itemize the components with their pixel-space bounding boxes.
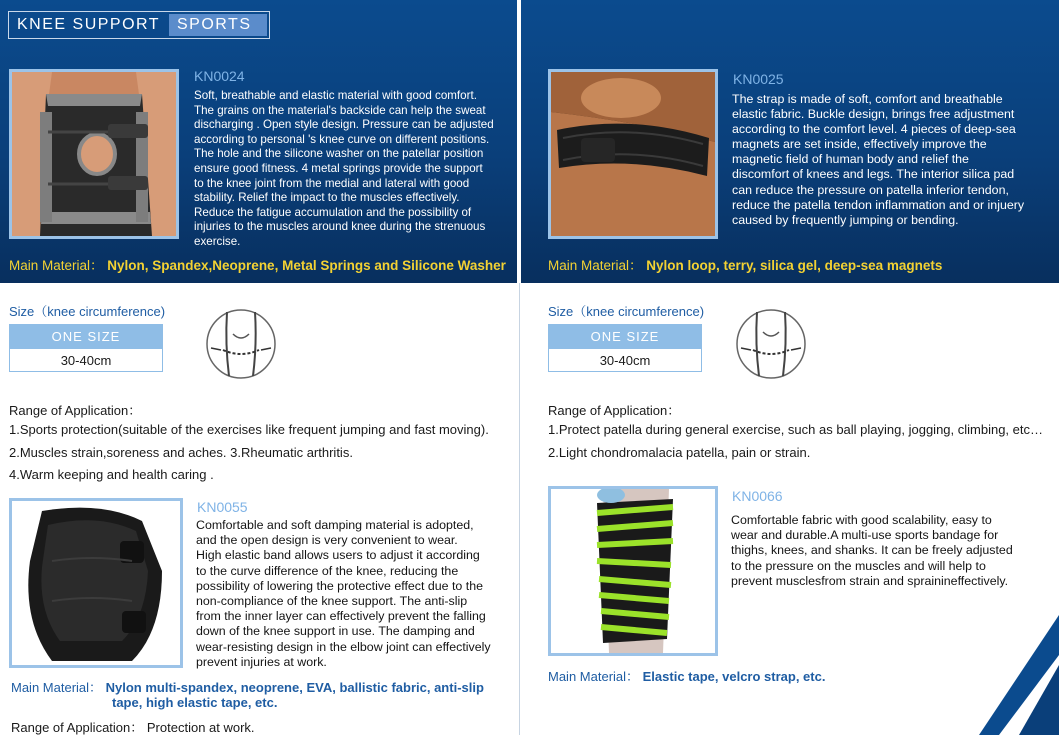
desc-line: according to the comfort level. 4 pieces of deep-sea: [732, 122, 1016, 137]
kn0066-material: [548, 669, 825, 684]
kn0024-material: [9, 254, 506, 274]
material-value: Nylon, Spandex,Neoprene, Metal Springs and Silicone Washer: [103, 258, 506, 273]
kn0055-code: KN0055: [197, 499, 248, 515]
desc-line: injuries to the muscles around knee during the strenuous: [194, 220, 486, 234]
desc-line: wear and durable.A multi-use sports bandage for: [731, 528, 999, 543]
range-value: Protection at work.: [146, 720, 255, 735]
kn0024-size-value: 30-40cm: [9, 348, 163, 372]
desc-line: to the pressure on the muscles and will help to: [731, 558, 986, 573]
kn0024-size-header: ONE SIZE: [9, 324, 163, 348]
kn0066-description: [731, 513, 1051, 589]
desc-line: Soft, breathable and elastic material with good comfort.: [194, 89, 477, 102]
kn0025-range-line: 1.Protect patella during general exercise, such as ball playing, jogging, climbing, etc…: [548, 422, 1043, 437]
desc-line: Comfortable fabric with good scalability, easy to: [731, 513, 992, 527]
kn0024-size-label: Size（knee circumference): [9, 304, 166, 319]
desc-line: discomfort of knees and legs. The interior silica pad: [732, 167, 1015, 182]
kn0025-photo: [548, 69, 718, 239]
kn0024-range-line: 4.Warm keeping and health caring .: [9, 467, 214, 482]
desc-line: to the knee joint from the medial and lateral with good: [194, 176, 470, 190]
desc-line: discharging . Open style design. Pressure can be adjusted: [194, 118, 494, 132]
desc-line: The hole and the silicone washer on the patellar position: [194, 147, 484, 161]
kn0066-photo: [548, 486, 718, 656]
desc-line: reduce the patella tendon inflammation and or injuery: [732, 197, 1025, 212]
kn0025-range-title: Range of Application：: [548, 403, 681, 418]
desc-line: caused by frequently jumping or bending.: [732, 212, 959, 227]
desc-line: possibility of lowering the protective effect due to the: [196, 578, 483, 593]
desc-line: can reduce the pressure on patella inferior tendon,: [732, 182, 1009, 197]
kn0055-photo: [9, 498, 183, 668]
kn0055-material: [11, 680, 511, 710]
desc-line: down of the knee support in use. The damping and: [196, 624, 475, 639]
desc-line: stability. Relief the impact to the muscles effectively.: [194, 191, 460, 205]
kn0066-code: KN0066: [732, 488, 783, 504]
desc-line: Comfortable and soft damping material is adopted,: [196, 518, 474, 532]
desc-line: and the open design is very convenient to wear.: [196, 533, 458, 548]
desc-line: High elastic band allows users to adjust it according: [196, 548, 480, 563]
desc-line: magnets are set inside, effectively improve the: [732, 137, 987, 152]
column-divider-line: [519, 283, 520, 735]
desc-line: from the inner layer can effectively prevent the falling: [196, 609, 486, 624]
desc-line: ensure good fitness. 4 metal springs provide the support: [194, 161, 483, 175]
kn0025-material: [548, 254, 942, 274]
desc-line: exercise.: [194, 234, 241, 248]
knee-pad-image: [12, 501, 180, 665]
material-label: Main Material：: [548, 258, 643, 273]
subcategory-label: SPORTS: [169, 14, 267, 36]
kn0024-code: KN0024: [194, 68, 245, 84]
kn0024-range-line: 1.Sports protection(suitable of the exercises like frequent jumping and fast moving).: [9, 422, 489, 437]
patella-strap-image: [551, 72, 715, 236]
desc-line: prevent injuries at work.: [196, 654, 327, 669]
category-label: KNEE SUPPORT: [17, 16, 161, 33]
material-label: Main Material：: [11, 680, 106, 695]
desc-line: The strap is made of soft, comfort and breathable: [732, 92, 1003, 106]
kn0024-photo: [9, 69, 179, 239]
desc-line: The grains on the material's backside can help the sweat: [194, 103, 486, 117]
knee-circumference-icon: [205, 308, 277, 380]
kn0025-code: KN0025: [733, 71, 784, 87]
knee-wrap-image: [551, 489, 715, 653]
material-value: Elastic tape, velcro strap, etc.: [642, 669, 826, 684]
knee-circumference-icon: [735, 308, 807, 380]
desc-line: magnetic field of human body and relief the: [732, 152, 969, 167]
desc-line: elastic fabric. Buckle design, brings free adjustment: [732, 107, 1015, 122]
category-tag: [8, 11, 270, 39]
kn0024-description: [194, 89, 514, 250]
desc-line: wear-resisting design in the elbow joint can effectively: [196, 639, 491, 654]
desc-line: to the curve difference of the knee, reducing the: [196, 563, 459, 578]
desc-line: thighs, knees, and shanks. It can be freely adjusted: [731, 543, 1013, 558]
material-value: Nylon loop, terry, silica gel, deep-sea magnets: [642, 258, 943, 273]
kn0055-description: [196, 518, 516, 670]
knee-sleeve-image: [12, 72, 176, 236]
desc-line: prevent musclesfrom strain and sprainineffectively.: [731, 573, 1009, 588]
desc-line: according to personal 's knee curve on different positions.: [194, 132, 490, 146]
kn0055-range: [11, 717, 255, 735]
desc-line: Reduce the fatigue accumulation and the possibility of: [194, 205, 472, 219]
material-value-cont: tape, high elastic tape, etc.: [112, 695, 278, 710]
range-title: Range of Application：: [11, 720, 144, 735]
kn0025-size-label: Size（knee circumference): [548, 304, 705, 319]
material-label: Main Material：: [548, 669, 643, 684]
kn0024-range-title: Range of Application：: [9, 403, 142, 418]
kn0025-range-line: 2.Light chondromalacia patella, pain or strain.: [548, 445, 811, 460]
desc-line: non-compliance of the knee support. The anti-slip: [196, 594, 468, 609]
material-label: Main Material：: [9, 258, 104, 273]
kn0025-size-value: 30-40cm: [548, 348, 702, 372]
kn0024-range-line: 2.Muscles strain,soreness and aches. 3.Rheumatic arthritis.: [9, 445, 353, 460]
decorative-corner-stripes: [979, 595, 1059, 735]
material-value: Nylon multi-spandex, neoprene, EVA, ballistic fabric, anti-slip: [105, 680, 484, 695]
kn0025-description: [732, 92, 1052, 228]
kn0025-size-header: ONE SIZE: [548, 324, 702, 348]
